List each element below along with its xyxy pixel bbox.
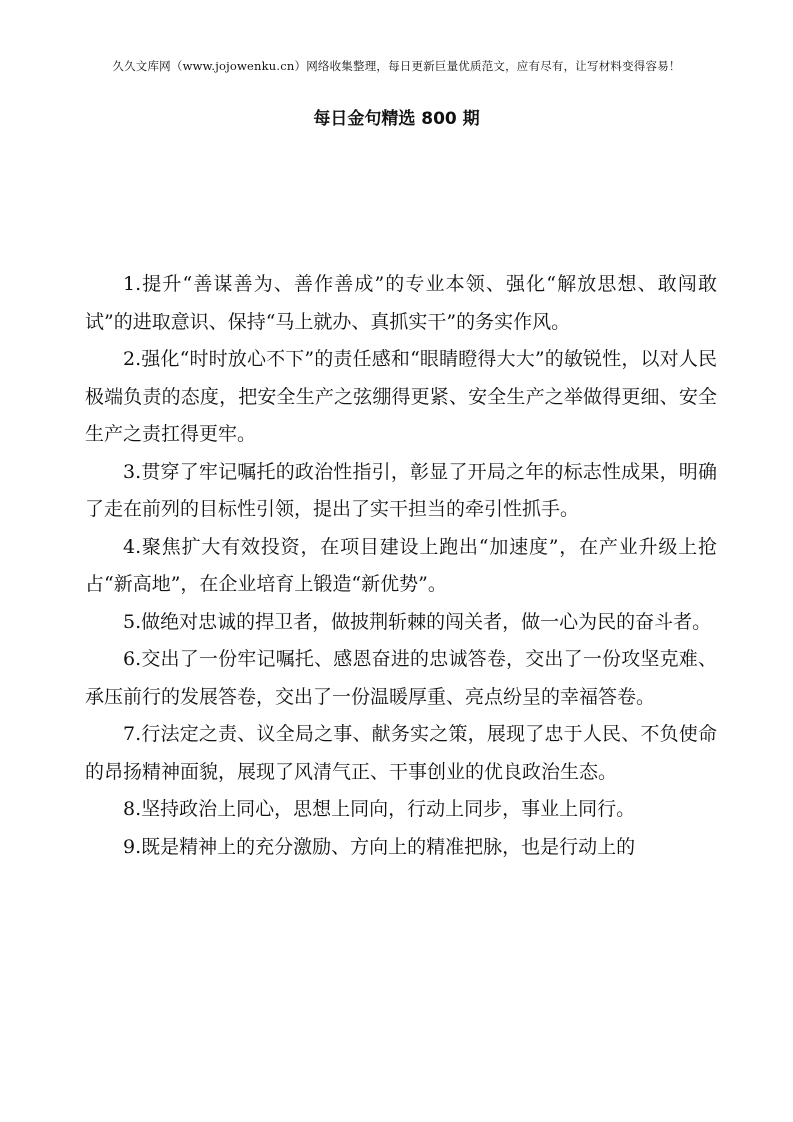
paragraph-6: 6.交出了一份牢记嘱托、感恩奋进的忠诚答卷，交出了一份攻坚克难、承压前行的发展答卷，交出了一份温暖厚重、亮点纷呈的幸福答卷。 <box>85 648 717 708</box>
document-title: 每日金句精选 800 期 <box>313 109 480 129</box>
paragraph-9: 9.既是精神上的充分激励、方向上的精准把脉，也是行动上的 <box>123 835 636 858</box>
paragraph-4: 4.聚焦扩大有效投资，在项目建设上跑出“加速度”，在产业升级上抢占“新高地”，在企业培育上锻造“新优势”。 <box>85 535 717 595</box>
paragraph-5: 5.做绝对忠诚的捍卫者，做披荆斩棘的闯关者，做一心为民的奋斗者。 <box>123 610 712 633</box>
paragraph-8: 8.坚持政治上同心，思想上同向，行动上同步，事业上同行。 <box>123 798 636 820</box>
paragraph-2: 2.强化“时时放心不下”的责任感和“眼睛瞪得大大”的敏锐性，以对人民极端负责的态度，把安全生产之弦绷得更紧、安全生产之举做得更细、安全生产之责扛得更牢。 <box>85 348 717 445</box>
page-header-watermark: 久久文库网（www.jojowenku.cn）网络收集整理，每日更新巨量优质范文，应有尽有，让写材料变得容易！ <box>112 59 681 73</box>
document-body <box>85 266 717 866</box>
paragraph-7: 7.行法定之责、议全局之事、献务实之策，展现了忠于人民、不负使命的昂扬精神面貌，展现了风清气正、干事创业的优良政治生态。 <box>85 723 717 783</box>
paragraph-1: 1.提升“善谋善为、善作善成”的专业本领、强化“解放思想、敢闯敢试”的进取意识、保持“马上就办、真抓实干”的务实作风。 <box>85 273 717 333</box>
paragraph-3: 3.贯穿了牢记嘱托的政治性指引，彰显了开局之年的标志性成果，明确了走在前列的目标性引领，提出了实干担当的牵引性抓手。 <box>85 460 717 520</box>
